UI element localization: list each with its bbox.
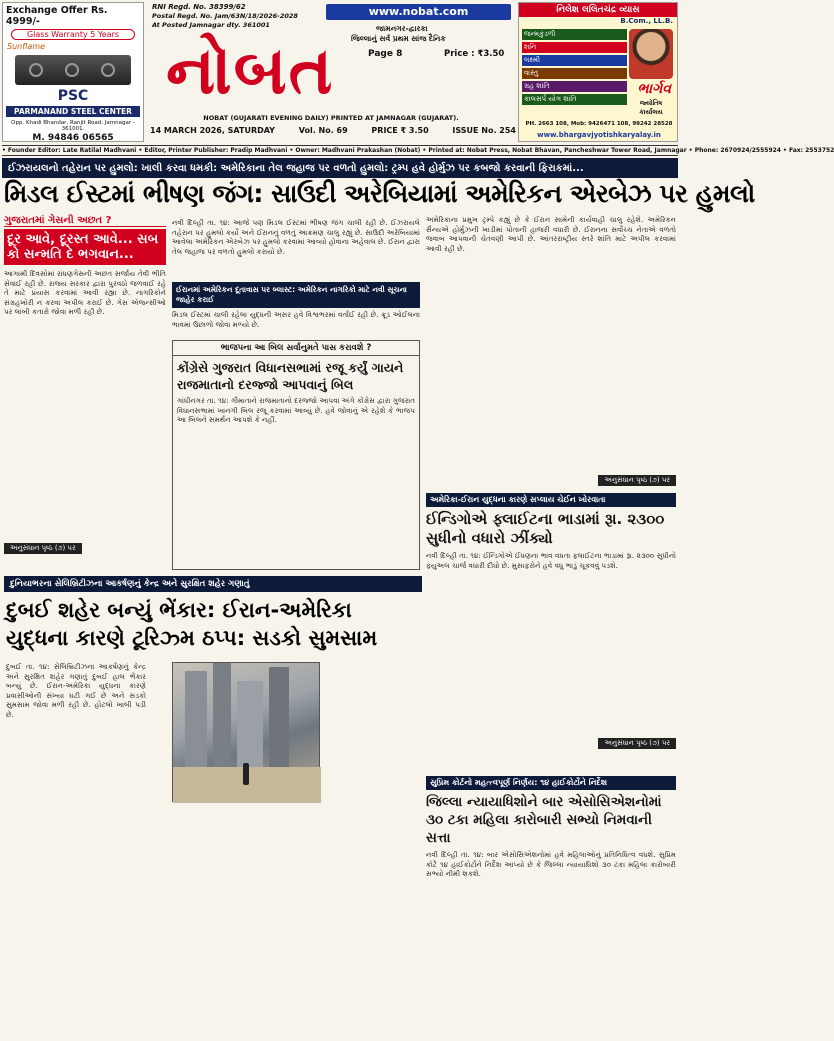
ad-brand: Sunflame bbox=[7, 42, 46, 51]
indigo-story bbox=[426, 493, 676, 773]
store-mobile: M. 94846 06565 bbox=[32, 133, 114, 143]
ad-offer: Exchange Offer Rs. 4999/- bbox=[6, 5, 108, 27]
org-name: ભાર્ગવ bbox=[637, 81, 671, 97]
astrologer-name: નિલેશ લલિતચંદ્ર વ્યાસ bbox=[519, 3, 677, 17]
gas-headline: દૂર આવે, દૂરસ્ત આવે... સબ કો સન્મતિ દે ભગવાન... bbox=[4, 229, 166, 265]
price-label: Price : ₹3.50 bbox=[444, 49, 505, 59]
indigo-body: નવી દિલ્હી તા. ૧૪: ઈન્ડિગોએ ઈંધણના ભાવ વધતા ફ્લાઈટના ભાડામાં રૂા. ૨૩૦૦ સુધીનો ફ્યુઅલ ચાર્જ વધારી દીધો છે. મુસાફરોને હવે વધુ ભાડું ચૂકવવું પડશે. bbox=[426, 551, 676, 570]
astrologer-photo bbox=[629, 29, 673, 79]
astrologer-degree: B.Com., LL.B. bbox=[620, 17, 673, 25]
assembly-body: ગાંધીનગર તા. ૧૪: ગૌમાતાને રાજમાતાનો દરજ્જો આપવા અંગે કોંગ્રેસ દ્વારા ગુજરાત વિધાનસભામાં ખાનગી બિલ રજૂ કરવામાં આવ્યું છે. હવે જોવાનું એ રહેશે કે ભાજપ આ બિલને સમર્થન આપશે કે નહીં. bbox=[177, 396, 415, 425]
service-item: જન્મકુંડળી bbox=[522, 29, 627, 40]
service-item: વાસ્તુ bbox=[522, 68, 627, 79]
gas-continue[interactable]: અનુસંધાન પૃષ્ઠ (૭) પર bbox=[4, 543, 82, 554]
dubai-street-photo bbox=[172, 662, 320, 802]
gas-stove-icon bbox=[15, 55, 131, 85]
service-item: ગ્રહ શાંતિ bbox=[522, 81, 627, 92]
ad-warranty: Glass Warranty 5 Years bbox=[11, 29, 135, 40]
rni-number: RNI Regd. No. 38399/62 bbox=[152, 3, 246, 11]
credits-line: • Founder Editor: Late Ratilal Madhvani • Editor, Printer Publisher: Pradip Madhvani • Owner: Madhvani Prakashan (Nobat) • Printed at: Nobat Press, Nobat Bhavan, Pancheshwar Tower Road, Jamnagar • Phone: 2670924/2555924 • Fax: 2553752 bbox=[2, 147, 834, 154]
assembly-kicker: ભાજપના આ બિલ સર્વાનુમતે પાસ કરાવશે ? bbox=[173, 341, 419, 356]
issue-price: PRICE ₹ 3.50 bbox=[371, 126, 429, 135]
dubai-body-2 bbox=[172, 806, 422, 1037]
assembly-headline: કોંગ્રેસે ગુજરાત વિધાનસભામાં રજૂ કર્યું ગાયને રાજમાતાનો દરજ્જો આપવાનું બિલ bbox=[177, 360, 404, 392]
services-list bbox=[522, 29, 627, 107]
gas-kicker: ગુજરાતમાં ગેસની અછત ? bbox=[4, 215, 166, 227]
right-column bbox=[426, 215, 676, 490]
store-logo: PSC bbox=[57, 88, 89, 104]
dubai-headline: દુબઈ શહેર બન્યું ભેંકાર: ઈરાન-અમેરિકા યુદ્ધના કારણે ટૂરિઝ્મ ઠપ્પ: સડકો સુમસામ bbox=[6, 598, 378, 650]
tagline-2: જિલ્લાનું સર્વ પ્રથમ સાંજ દૈનિક bbox=[351, 34, 446, 43]
dubai-kicker: દુનિયાભરના સેલિબ્રિટીઝના આકર્ષણનું કેન્દ્ર અને સુરક્ષિત શહેર ગણાતું bbox=[10, 579, 250, 589]
service-item: શનિ bbox=[522, 42, 627, 53]
ad-website: www.bhargavjyotishkaryalay.in bbox=[537, 131, 661, 139]
issue-volume: Vol. No. 69 bbox=[298, 126, 348, 135]
indigo-kicker: અમેરિકા-ઈરાન યુદ્ધના કારણે સપ્લાય ચેઈન ખોરવાતા bbox=[426, 493, 676, 507]
postal-number: Postal Regd. No. Jam/63N/18/2026-2028 bbox=[152, 12, 298, 20]
issue-date: 14 MARCH 2026, SATURDAY bbox=[150, 126, 275, 135]
right-col-body: અમેરિકાના પ્રમુખ ટ્રમ્પે કહ્યું છે કે ઈરાન સામેની કાર્યવાહી ચાલુ રહેશે. અમેરિકન સૈન્યએ હોર્મુઝની ખાડીમાં પોતાની હાજરી વધારી છે. ઈરાનના સર્વોચ્ચ નેતાએ વળતો જવાબ આપવાની ચેતવણી આપી છે. આંતરરાષ્ટ્રીય સ્તરે શાંતિ માટે અપીલ કરવામાં આવી રહી છે. bbox=[426, 215, 676, 253]
page-number: Page 8 bbox=[368, 49, 403, 59]
right-col-continue[interactable]: અનુસંધાન પૃષ્ઠ (૭) પર bbox=[598, 475, 676, 486]
tagline-1: જામનગર-દ્વારકા bbox=[376, 24, 428, 33]
newspaper-title: નોબત bbox=[166, 31, 335, 109]
lead-headline: મિડલ ઈસ્ટમાં ભીષણ જંગ: સાઉદી અરેબિયામાં અમેરિકન એરબેઝ પર હુમલો bbox=[4, 179, 755, 208]
ad-parmanand-steel bbox=[2, 2, 144, 142]
service-item: કાલસર્પ યોગ શાંતિ bbox=[522, 94, 627, 105]
ticker-bar bbox=[2, 158, 678, 178]
lead-body-2: મિડલ ઈસ્ટમાં ચાલી રહેલા યુદ્ધની અસર હવે વિશ્વભરમાં વર્તાઈ રહી છે. ક્રૂડ ઓઈલના ભાવમાં ઉછાળો જોવા મળ્યો છે. bbox=[172, 310, 420, 329]
assembly-story bbox=[172, 340, 420, 570]
indigo-headline: ઈન્ડિગોએ ફ્લાઈટના ભાડામાં રૂા. ૨૩૦૦ સુધીનો વધારો ઝીંક્યો bbox=[426, 510, 665, 547]
dubai-kicker-bar bbox=[4, 576, 422, 592]
lead-body: નવી દિલ્હી તા. ૧૪: આજે પણ મિડલ ઈસ્ટમાં ભીષણ જંગ ચાલી રહી છે. ઈઝરાયલે તહેરાન પર હુમલો કર્યો અને ઈરાનનું વળતું આક્રમણ ચાલુ રહ્યું છે. સાઉદી અરેબિયામાં આવેલા અમેરિકન એરબેઝ પર હુમલો કરવામાં આવ્યો હોવાના અહેવાલ છે. ઈરાન દ્વારા તેલ જહાજ પર વળતો હુમલો કરાયો છે. bbox=[172, 218, 420, 256]
lead-highlight: ઈરાનમાં અમેરિકન દૂતાવાસ પર બ્લાસ્ટ: અમેરિકન નાગરિકો માટે નવી સૂચના જાહેર કરાઈ bbox=[172, 282, 420, 308]
store-name: PARMANAND STEEL CENTER bbox=[6, 106, 140, 117]
website-link[interactable]: www.nobat.com bbox=[326, 4, 511, 20]
court-kicker: સુપ્રિમ કોર્ટનો મહત્ત્વપૂર્ણ નિર્ણય: ૧૪ હાઈકોર્ટોને નિર્દેશ bbox=[426, 776, 676, 790]
issue-number: ISSUE No. 254 bbox=[452, 126, 516, 135]
gas-story bbox=[4, 215, 166, 570]
ad-bhargav-jyotish bbox=[518, 2, 678, 142]
masthead bbox=[146, 2, 516, 142]
ad-phone: PH. 2663 108, Mob: 9426471 108, 99242 28528 bbox=[525, 121, 673, 127]
service-item: લક્ષ્મી bbox=[522, 55, 627, 66]
posted-at: At Posted Jamnagar dty. 361001 bbox=[152, 21, 270, 29]
ticker-text: ઈઝરાયલનો તહેરાન પર હુમલો: ખાલી કરવા ધમકી: અમેરિકાના તેલ જહાજ પર વળતો હુમલો: ટ્રમ્પ હવે હોર્મુઝ પર કબજો કરવાની ફિરાકમાં... bbox=[8, 162, 584, 174]
court-story bbox=[426, 776, 676, 1038]
court-body: નવી દિલ્હી તા. ૧૪: બાર એસોસિએશનોમાં હવે મહિલાઓનું પ્રતિનિધિત્વ વધશે. સુપ્રિમ કોર્ટે ૧૪ હાઈકોર્ટોને નિર્દેશ આપ્યો છે કે જિલ્લા ન્યાયાધિશો ૩૦ ટકા મહિલા કારોબારી સભ્યો નીમી શકશે. bbox=[426, 850, 676, 879]
org-subtitle: જ્યોતિષ કાર્યાલય bbox=[639, 99, 663, 116]
dubai-body: દુબઈ તા. ૧૪: સેલિબ્રિટીઝના આકર્ષણનું કેન્દ્ર અને સુરક્ષિત શહેર ગણાતું દુબઈ હાલ ભેંકાર બન્યું છે. ઈરાન-અમેરિકા યુદ્ધના કારણે પ્રવાસીઓની સંખ્યા ઘટી ગઈ છે અને સડકો સુમસામ જોવા મળી રહી છે. હોટલો ખાલી પડી છે. bbox=[6, 662, 146, 719]
masthead-subtitle: NOBAT (GUJARATI EVENING DAILY) PRINTED AT JAMNAGAR (GUJARAT). bbox=[203, 114, 459, 122]
store-address: Opp. Khadi Bhandar, Ranjit Road, Jamnagar - 361001. bbox=[11, 120, 135, 132]
issue-info bbox=[150, 126, 516, 135]
court-headline: જિલ્લા ન્યાયાધિશોને બાર એસોસિએશનોમાં ૩૦ ટકા મહિલા કારોબારી સભ્યો નિમવાની સત્તા bbox=[426, 794, 662, 846]
gas-body: આગામી દિવસોમાં રાંધણગેસની અછત સર્જાય તેવી ભીતિ સેવાઈ રહી છે. રાજ્ય સરકાર દ્વારા પુરવઠો જળવાઈ રહે તે માટે પ્રયાસ કરવામાં આવી રહ્યા છે. નાગરિકોને સંગ્રહખોરી ન કરવા અપીલ કરાઈ છે. ગેસ એજન્સીઓ પર લાંબી કતારો જોવા મળી રહી છે. bbox=[4, 269, 166, 317]
indigo-continue[interactable]: અનુસંધાન પૃષ્ઠ (૭) પર bbox=[598, 738, 676, 749]
